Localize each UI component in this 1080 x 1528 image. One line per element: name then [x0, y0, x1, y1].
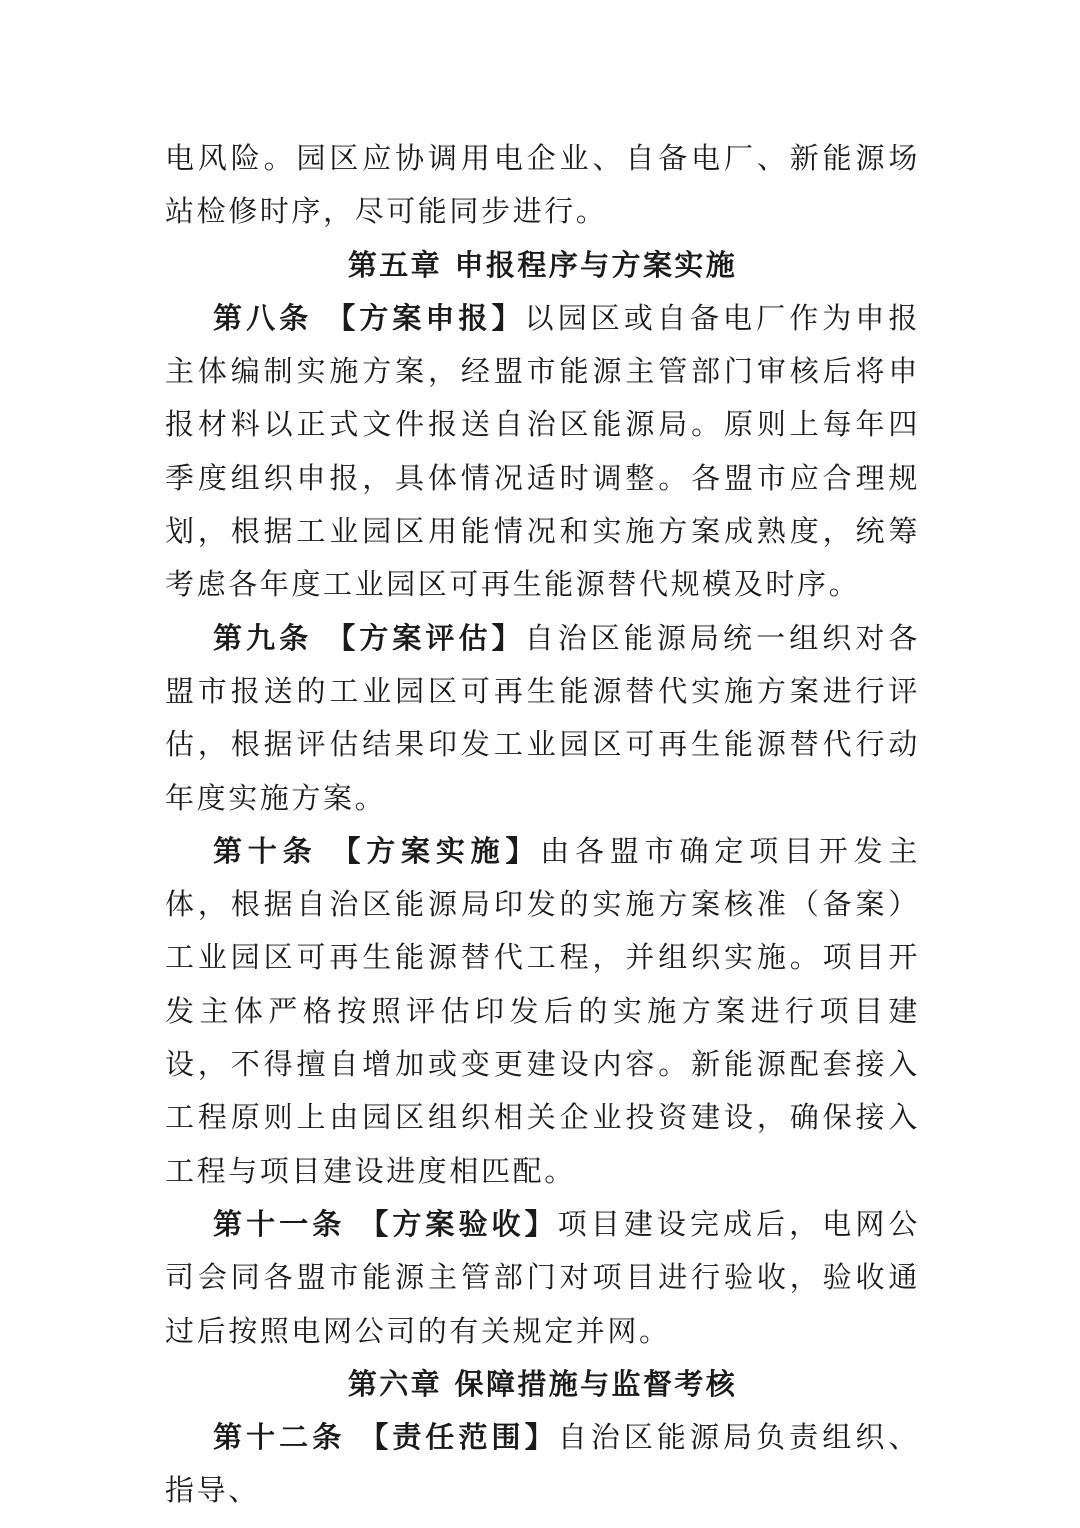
article-text: 由各盟市确定项目开发主体，根据自治区能源局印发的实施方案核准（备案）工业园区可再生能源替代工程，并组织实施。项目开发主体严格按照评估印发后的实施方案进行项目建设，不得擅自增加或变更建设内容。新能源配套接入工程原则上由园区组织相关企业投资建设，确保接入工程与项目建设进度相匹配。 — [165, 833, 920, 1188]
article-10 — [165, 825, 920, 1198]
article-text: 自治区能源局负责组织、指导、 — [165, 1420, 920, 1508]
article-number: 第十二条 — [213, 1420, 346, 1455]
document-page — [165, 132, 920, 1518]
article-11 — [165, 1198, 920, 1358]
article-tag: 【责任范围】 — [359, 1420, 558, 1455]
paragraph-continuation — [165, 132, 920, 239]
article-number: 第九条 — [213, 620, 313, 655]
article-text: 以园区或自备电厂作为申报主体编制实施方案，经盟市能源主管部门审核后将申报材料以正式文件报送自治区能源局。原则上每年四季度组织申报，具体情况适时调整。各盟市应合理规划，根据工业园区用能情况和实施方案成熟度，统筹考虑各年度工业园区可再生能源替代规模及时序。 — [165, 300, 920, 602]
chapter-heading-5: 第五章 申报程序与方案实施 — [347, 247, 738, 282]
paragraph-text: 电风险。园区应协调用电企业、自备电厂、新能源场站检修时序，尽可能同步进行。 — [165, 141, 920, 229]
article-number: 第十一条 — [213, 1206, 346, 1241]
article-tag: 【方案实施】 — [331, 833, 541, 868]
article-8 — [165, 292, 920, 612]
article-text: 项目建设完成后，电网公司会同各盟市能源主管部门对项目进行验收，验收通过后按照电网公司的有关规定并网。 — [165, 1206, 920, 1348]
article-text: 自治区能源局统一组织对各盟市报送的工业园区可再生能源替代实施方案进行评估，根据评估结果印发工业园区可再生能源替代行动年度实施方案。 — [165, 620, 920, 815]
article-9 — [165, 612, 920, 825]
chapter-heading-6: 第六章 保障措施与监督考核 — [347, 1366, 738, 1401]
article-tag: 【方案评估】 — [326, 620, 525, 655]
article-number: 第八条 — [213, 300, 313, 335]
article-12 — [165, 1411, 920, 1518]
article-tag: 【方案验收】 — [359, 1206, 558, 1241]
article-number: 第十条 — [213, 833, 318, 868]
article-tag: 【方案申报】 — [326, 300, 525, 335]
